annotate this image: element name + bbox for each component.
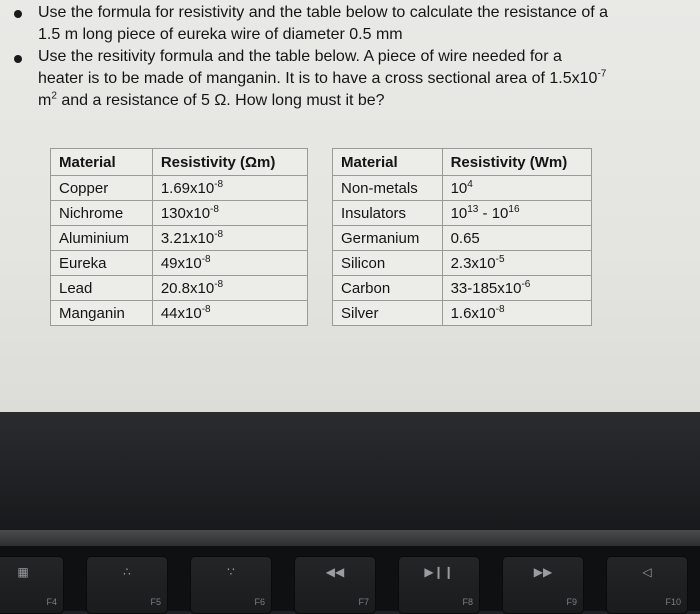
table-header-row [51,149,308,176]
table-row [51,301,308,326]
material-cell: Aluminium [51,226,153,251]
question-2-line-1: Use the resitivity formula and the table below. A piece of wire needed for a [38,48,562,65]
question-2-line-3: $m^2$ and a resistance of 5 Ω. How long must it be? [38,90,385,109]
function-key-f4 [0,556,64,614]
table-row [333,226,592,251]
laptop-bezel [0,412,700,530]
key-symbol-icon: ◁ [642,565,652,579]
function-key-f10 [606,556,688,614]
material-cell: Copper [51,176,153,201]
bullet-dot [14,10,22,18]
material-cell: Nichrome [51,201,153,226]
table-row [51,176,308,201]
key-symbol-icon: ▦ [17,565,29,579]
key-label: F10 [665,597,681,607]
resistivity-table-right [332,148,592,326]
key-label: F8 [462,597,473,607]
material-cell: Carbon [333,276,443,301]
superscript: 4 [467,178,473,190]
superscript: -6 [521,278,531,290]
resistivity-tables [50,148,592,324]
material-cell: Silicon [333,251,443,276]
resistivity-cell: $33-185x10^{-6}$ [442,276,591,301]
table-row [51,201,308,226]
table-header-row [333,149,592,176]
resistivity-cell: $3.21x10^{-8}$ [152,226,307,251]
key-symbol-icon: ◀◀ [325,565,345,579]
material-cell: Non-metals [333,176,443,201]
resistivity-cell: $2.3x10^{-5}$ [442,251,591,276]
header-resistivity: Resistivity (Wm) [442,149,591,176]
superscript: -8 [201,303,211,315]
key-label: F7 [358,597,369,607]
header-resistivity: Resistivity (Ωm) [152,149,307,176]
table-row [333,301,592,326]
resistivity-cell: $130x10^{-8}$ [152,201,307,226]
superscript: -8 [495,303,505,315]
resistivity-cell: $10^{13} - 10^{16}$ [442,201,591,226]
material-cell: Silver [333,301,443,326]
superscript: -8 [210,203,219,215]
resistivity-cell: $49x10^{-8}$ [152,251,307,276]
key-symbol-icon: ∵ [227,565,235,579]
superscript: -5 [495,253,505,265]
table-row [333,201,592,226]
resistivity-cell: $1.69x10^{-8}$ [152,176,307,201]
resistivity-cell: $44x10^{-8}$ [152,301,307,326]
key-symbol-icon: ▶▶ [533,565,553,579]
superscript: 13 [467,203,479,215]
key-symbol-icon: ▶❙❙ [424,565,454,579]
key-label: F4 [46,597,57,607]
material-cell: Manganin [51,301,153,326]
header-material: Material [51,149,153,176]
question-1-line-2: 1.5 m long piece of eureka wire of diameter 0.5 mm [38,26,403,43]
function-key-f8 [398,556,480,614]
key-label: F9 [566,597,577,607]
table-row [333,251,592,276]
function-key-f6 [190,556,272,614]
function-key-f7 [294,556,376,614]
key-label: F6 [254,597,265,607]
question-1-line-1: Use the formula for resistivity and the table below to calculate the resistance of a [38,4,609,21]
superscript: -8 [201,253,211,265]
function-key-f5 [86,556,168,614]
key-label: F5 [150,597,161,607]
laptop-hinge [0,530,700,546]
resistivity-cell: $10^4$ [442,176,591,201]
question-2-line-2: heater is to be made of manganin. It is to have a cross sectional area of $1.5x10^{-7}$ [38,68,607,87]
table-row [51,276,308,301]
resistivity-cell: $20.8x10^{-8}$ [152,276,307,301]
table-row [51,226,308,251]
resistivity-table-left [50,148,308,326]
table-row [51,251,308,276]
material-cell: Germanium [333,226,443,251]
question-2 [38,46,678,112]
question-1 [38,2,678,46]
superscript: -8 [214,178,224,190]
superscript: 2 [51,90,57,102]
header-material: Material [333,149,443,176]
table-row [333,176,592,201]
table-row [333,276,592,301]
material-cell: Insulators [333,201,443,226]
function-key-f9 [502,556,584,614]
superscript: -8 [214,228,224,240]
resistivity-cell: 0.65 [442,226,591,251]
superscript: 16 [508,203,520,215]
material-cell: Eureka [51,251,153,276]
function-key-row [0,546,700,611]
superscript: -7 [597,68,607,80]
bullet-dot [14,55,22,63]
key-symbol-icon: ∴ [123,565,131,579]
resistivity-cell: $1.6x10^{-8}$ [442,301,591,326]
superscript: -8 [214,278,224,290]
material-cell: Lead [51,276,153,301]
